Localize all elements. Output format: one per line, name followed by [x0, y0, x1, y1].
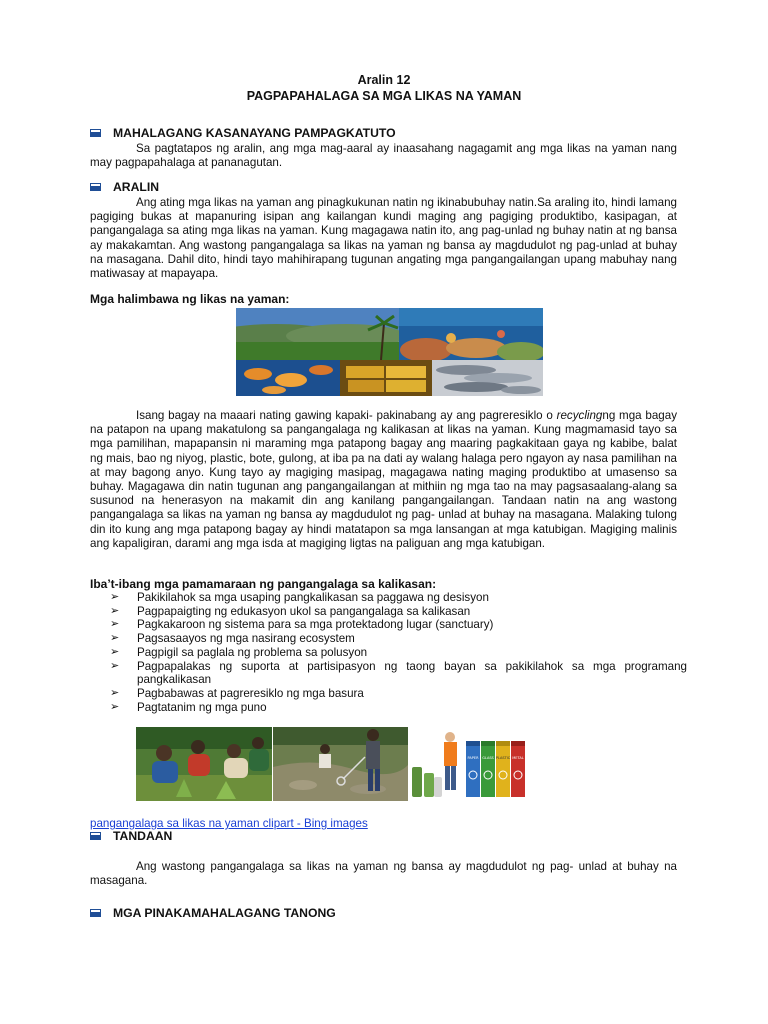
- bin-label-glass: GLASS: [482, 756, 494, 760]
- bin-label-metal: METAL: [512, 756, 524, 760]
- remember-paragraph: [90, 860, 677, 888]
- recycling-text-after: ng mga bagay na patapon na upang makatulong sa pangangalaga ng kalikasan at likas na yaman. Kung magmamasid tayo sa mga pamilihan, mapapansin ni maraming mga patapong bagay ang maaring pagkakitaan gaya ng kabibe, balat ng mais, bao ng niyog, plastic, bote, gulong, at iba pa na dati ay walang halaga pero ngayon ay nasa pamilihan na at may bagong anyo. Kung tayo ay magiging masipag, magagawa nating maging produktibo at umasenso sa buhay. Magagawa din natin tugunan ang pangangailangan at mithiin ng mga tao na may pagsasaalang-alang sa susunod na henerasyon na makamit din ang kanilang pangangailangan. Tandaan natin na ang wastong pangangalaga sa likas na yaman ng bansa ay magdudulot ng pag- unlad at buhay na masagana. Malaking tulong din ito kung ang mga patapong bagay ay hindi matatapon sa mga lansangan at mga katubigan. Magiging malinis ang kapaligiran, darami ang mga isda at magiging ligtas na paliguan ang mga katubigan.: [90, 409, 677, 550]
- section-heading-text: MGA PINAKAMAHALAGANG TANONG: [113, 906, 336, 920]
- section-heading-questions: [90, 906, 336, 920]
- outcome-paragraph: [90, 142, 677, 170]
- section-heading-text: TANDAAN: [113, 829, 173, 843]
- bin-label-plastic: PLASTIC: [495, 756, 511, 760]
- examples-label: Mga halimbawa ng likas na yaman:: [90, 292, 290, 306]
- section-bullet-icon: [90, 909, 101, 917]
- stream-cleanup-photo: [273, 727, 408, 801]
- lesson-number: Aralin 12: [357, 73, 411, 87]
- arrow-bullet-icon: ➢: [110, 700, 120, 713]
- lesson-text: Ang ating mga likas na yaman ang pinagkukunan natin ng ikinabubuhay natin.Sa araling ito, hindi lamang pagiging bukas at mapanuring isipan ang kailangan kundi maging ang pagiging produktibo, kasipagan, at pangangalaga sa ating mga likas na yaman. Kung magagawa natin ito, ang pag-unlad ng buhay natin at ng bansa ay makakamtan. Ang wastong pangangalaga sa likas na yaman ng bansa ay magdudulot ng pag-unlad at buhay na masagana. Dahil dito, hindi tayo mahihirapang tugunan angating mga pangangailangan upang mabuhay nang matiwasay at mapayapa.: [90, 196, 677, 281]
- tree-planting-photo: [136, 727, 272, 801]
- section-heading-remember: [90, 829, 172, 843]
- list-item: ➢ Pagbabawas at pagreresiklo ng mga basura: [110, 686, 364, 700]
- arrow-bullet-icon: ➢: [110, 632, 120, 645]
- section-heading-text: ARALIN: [113, 180, 160, 194]
- remember-text: Ang wastong pangangalaga sa likas na yaman ng bansa ay magdudulot ng pag- unlad at buhay na masagana.: [90, 860, 677, 888]
- lesson-paragraph: [90, 196, 677, 281]
- arrow-bullet-icon: ➢: [110, 604, 120, 617]
- methods-list: [110, 591, 687, 714]
- list-item: ➢ Pagsasaayos ng mga nasirang ecosystem: [110, 632, 355, 646]
- list-item: ➢ Pagpapaigting ng edukasyon ukol sa pangangalaga sa kalikasan: [110, 604, 471, 618]
- arrow-bullet-icon: ➢: [110, 659, 120, 672]
- section-heading-text: MAHALAGANG KASANAYANG PAMPAGKATUTO: [113, 126, 396, 140]
- methods-label: Iba’t-ibang mga pamamaraan ng pangangalaga sa kalikasan:: [90, 577, 437, 591]
- recycling-bins-clipart: [408, 727, 528, 801]
- arrow-bullet-icon: ➢: [110, 645, 120, 658]
- list-item: ➢ Pagtatanim ng mga puno: [110, 700, 267, 714]
- list-item: ➢ Pagpigil sa paglala ng problema sa polusyon: [110, 645, 368, 659]
- lesson-title: PAGPAPAHALAGA SA MGA LIKAS NA YAMAN: [246, 89, 522, 103]
- recycling-term: recycling: [556, 409, 603, 422]
- recycling-text-before: Isang bagay na maaari nating gawing kapaki- pakinabang ay ang pagreresiklo o: [136, 409, 557, 422]
- section-bullet-icon: [90, 183, 101, 191]
- section-heading-lesson: [90, 180, 159, 194]
- list-item: ➢ Pagpapalakas ng suporta at partisipasyon ng taong bayan sa pakikilahok sa mga programang pangkalikasan: [110, 659, 687, 687]
- list-item: ➢ Pakikilahok sa mga usaping pangkalikasan sa paggawa ng desisyon: [110, 591, 489, 604]
- image-source-link[interactable]: pangangalaga sa likas na yaman clipart - Bing images: [90, 817, 368, 830]
- arrow-bullet-icon: ➢: [110, 618, 120, 631]
- arrow-bullet-icon: ➢: [110, 686, 120, 699]
- natural-resources-collage: [236, 308, 543, 396]
- recycling-paragraph: [90, 409, 677, 551]
- arrow-bullet-icon: ➢: [110, 591, 120, 603]
- section-heading-outcome: [90, 126, 396, 140]
- section-bullet-icon: [90, 832, 101, 840]
- section-bullet-icon: [90, 129, 101, 137]
- bin-label-paper: PAPER: [467, 756, 479, 760]
- list-item: ➢ Pagkakaroon ng sistema para sa mga protektadong lugar (sanctuary): [110, 618, 494, 632]
- outcome-text: Sa pagtatapos ng aralin, ang mga mag-aaral ay inaasahang nagagamit ang mga likas na yaman nang may pagpapahalaga at pananagutan.: [90, 142, 677, 170]
